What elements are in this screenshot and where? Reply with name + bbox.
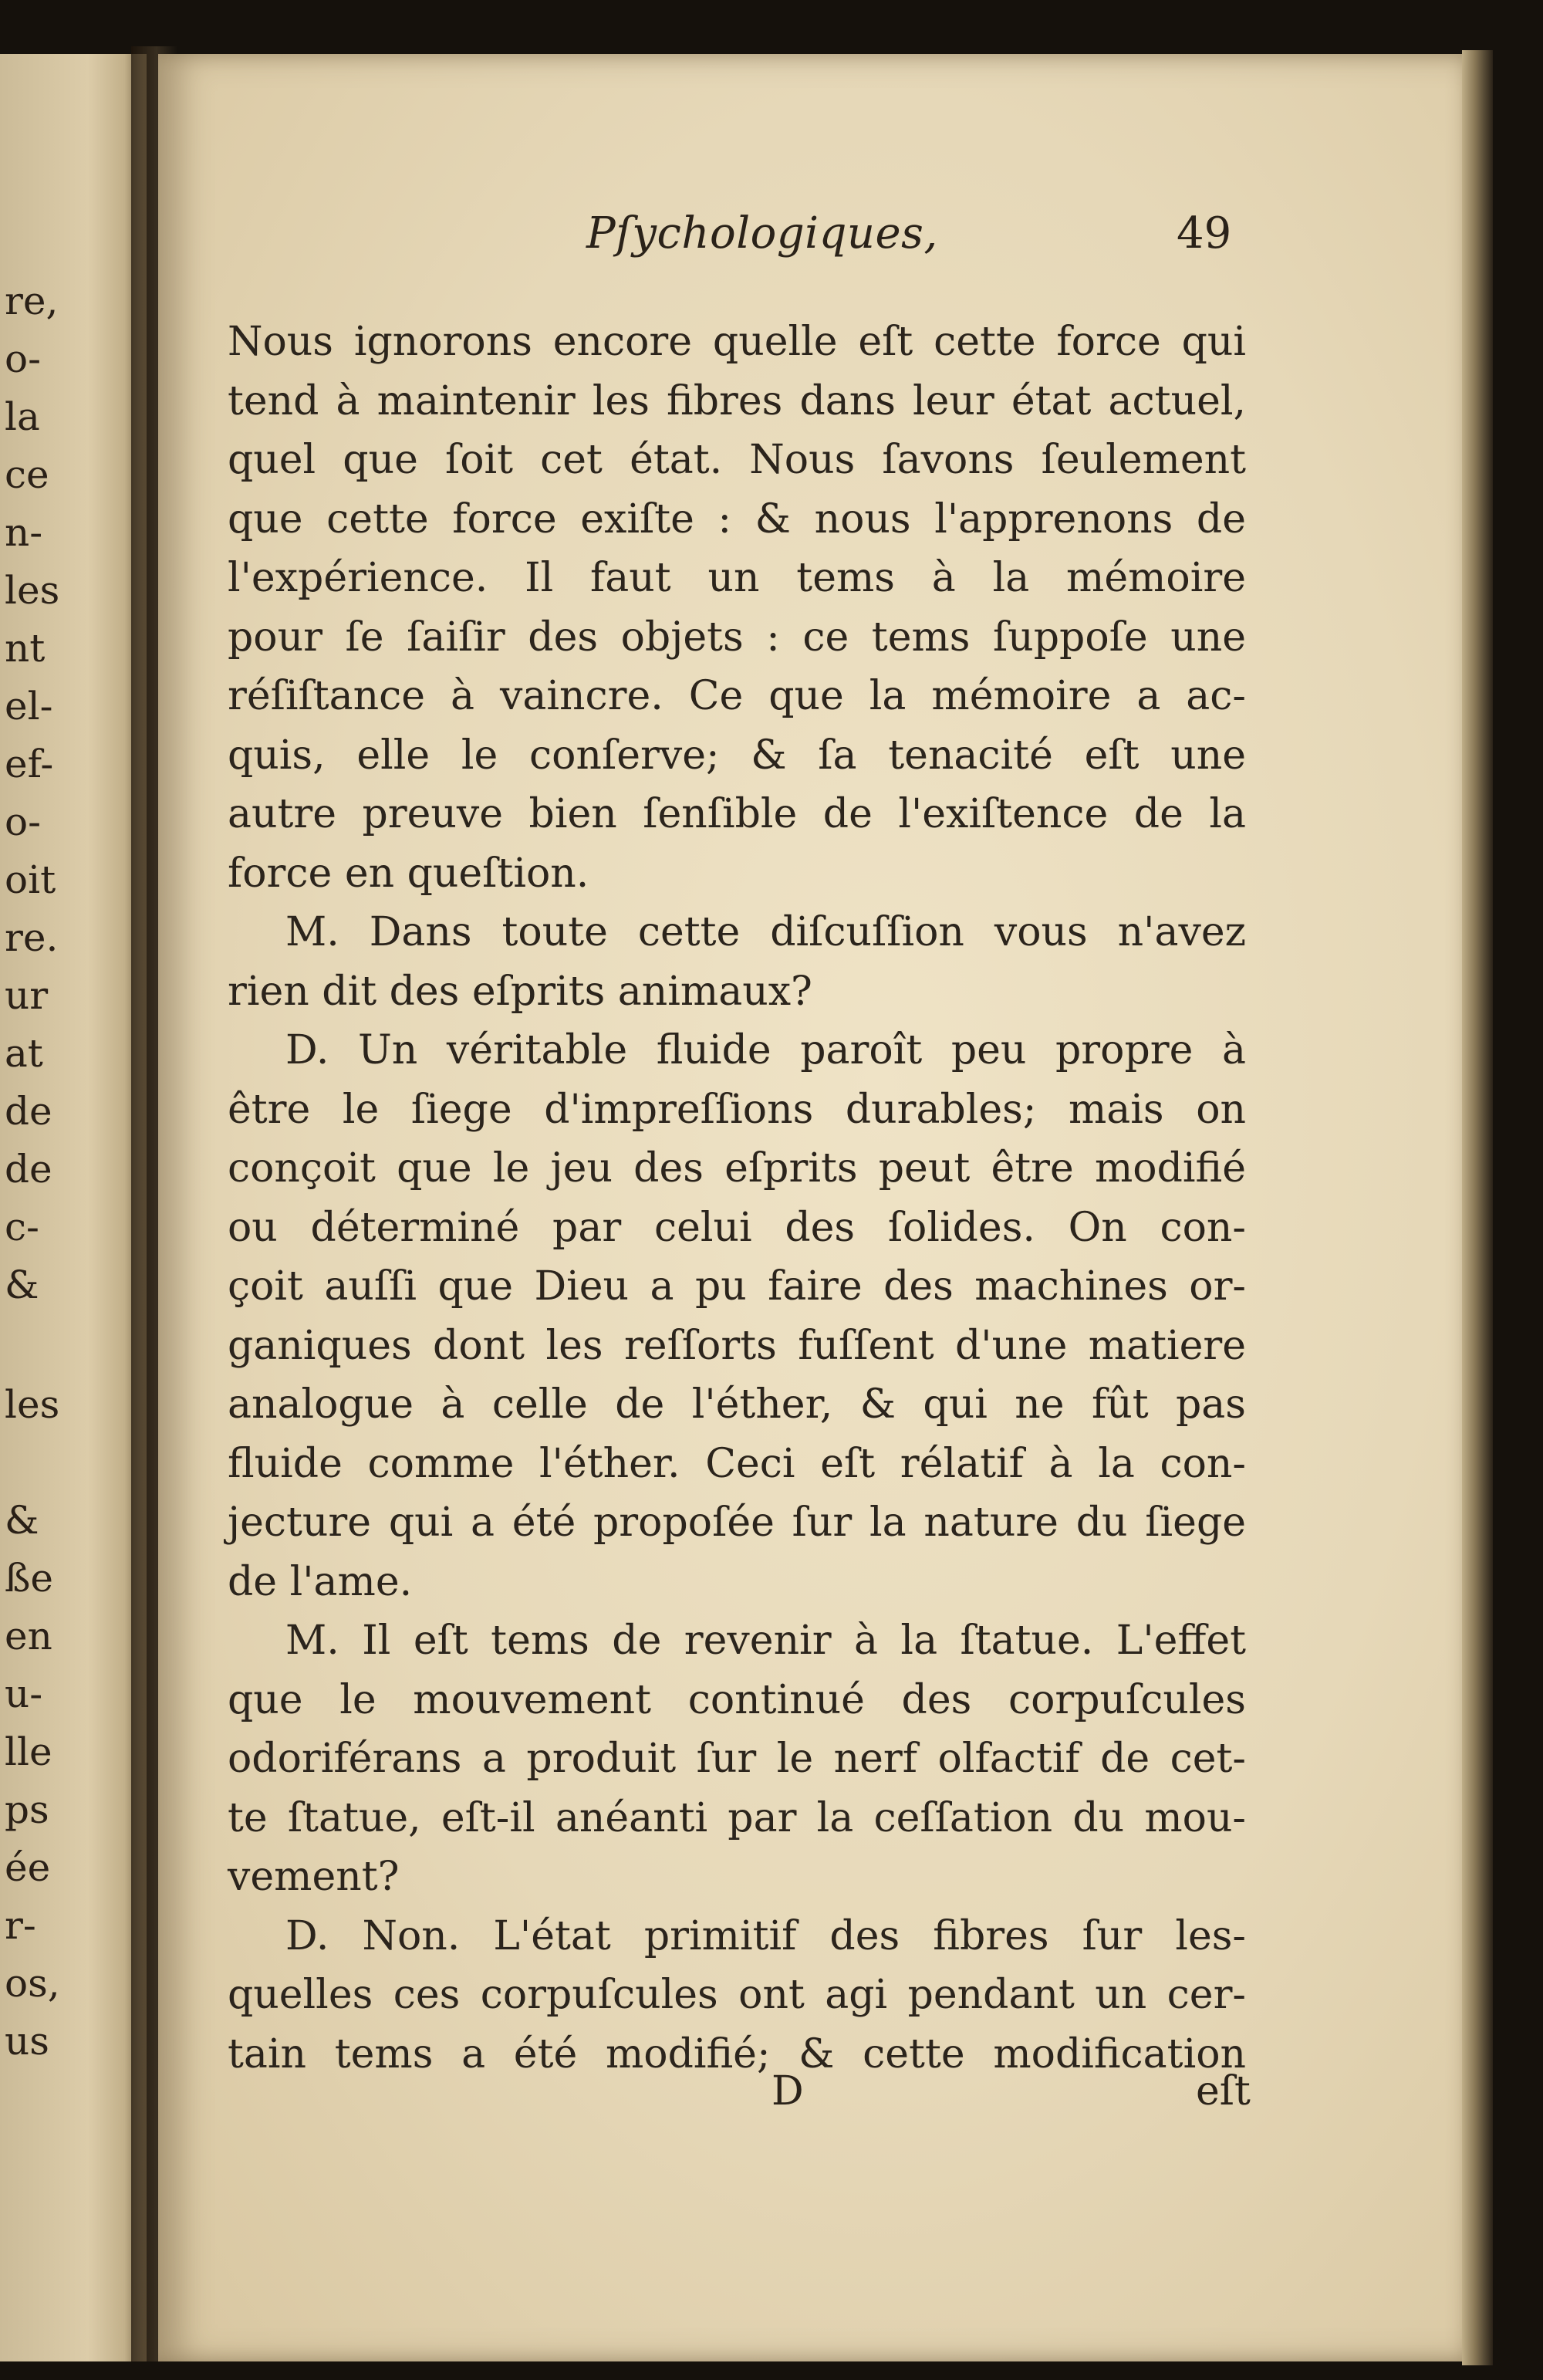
text-line: force en queſtion.: [228, 850, 589, 897]
text-line: quis, elle le conſerve; & ſa tenacité eſt une: [228, 732, 1246, 779]
book-page: [158, 54, 1470, 2361]
facing-page-fragment: &: [5, 1498, 39, 1543]
text-line: que le mouvement continué des corpuſcules: [228, 1676, 1246, 1723]
facing-page-fragment: re,: [5, 279, 59, 323]
facing-page-fragment: n-: [5, 510, 43, 555]
page-footer: [158, 2068, 1470, 2130]
text-line: l'expérience. Il faut un tems à la mémoire: [228, 555, 1246, 601]
text-line: autre preuve bien ſenſible de l'exiſtence de la: [228, 791, 1246, 837]
signature-mark: D: [772, 2068, 804, 2115]
facing-page-fragment: at: [5, 1031, 43, 1076]
text-line: conçoit que le jeu des eſprits peut être modifié: [228, 1145, 1246, 1192]
text-line: M. Il eſt tems de revenir à la ſtatue. L'effet: [285, 1618, 1246, 1664]
page-number: 49: [1177, 208, 1232, 259]
text-line: ganiques dont les reſſorts fuſſent d'une matiere: [228, 1322, 1246, 1369]
text-line: çoit auſſi que Dieu a pu faire des machines or-: [228, 1263, 1246, 1310]
page-body: [228, 313, 1246, 2084]
facing-page-fragment: os,: [5, 1961, 60, 2006]
text-line: pour ſe ſaiſir des objets : ce tems ſuppoſe une: [228, 614, 1246, 661]
facing-page-fragment: lle: [5, 1729, 52, 1774]
text-line: tain tems a été modifié; & cette modification: [228, 2030, 1246, 2077]
facing-page-fragment: u-: [5, 1672, 43, 1716]
facing-page-fragment: &: [5, 1263, 39, 1307]
text-line: ou déterminé par celui des ſolides. On con-: [228, 1204, 1246, 1251]
facing-page-fragment: ée: [5, 1845, 51, 1890]
facing-page-fragment: el-: [5, 684, 53, 729]
text-line: D. Un véritable fluide paroît peu propre à: [285, 1027, 1246, 1073]
text-line: jecture qui a été propoſée ſur la nature du ſiege: [228, 1499, 1246, 1546]
facing-page-fragment: c-: [5, 1205, 39, 1249]
facing-page-edge: [0, 54, 147, 2361]
text-line: te ſtatue, eſt-il anéanti par la ceſſation du mou-: [228, 1794, 1246, 1841]
text-line: que cette force exiſte : & nous l'apprenons de: [228, 495, 1246, 543]
text-line: de l'ame.: [228, 1558, 413, 1605]
running-head: Pſychologiques,: [586, 208, 938, 259]
text-line: D. Non. L'état primitif des fibres ſur les-: [285, 1912, 1246, 1959]
facing-page-fragment: la: [5, 394, 40, 439]
text-line: rien dit des eſprits animaux?: [228, 968, 812, 1015]
text-line: Nous ignorons encore quelle eſt cette force qui: [228, 319, 1246, 365]
facing-page-fragment: re.: [5, 915, 59, 960]
facing-page-fragment: us: [5, 2019, 49, 2064]
text-line: quel que ſoit cet état. Nous ſavons ſeulement: [228, 437, 1246, 483]
facing-page-fragment: oit: [5, 857, 56, 902]
facing-page-fragment: les: [5, 1382, 60, 1427]
facing-page-fragment: o-: [5, 800, 41, 844]
page-edge-shadow: [1462, 50, 1493, 2365]
text-line: réſiſtance à vaincre. Ce que la mémoire a ac-: [228, 673, 1246, 719]
text-line: fluide comme l'éther. Ceci eſt rélatif à la con-: [228, 1440, 1246, 1487]
catchword: eſt: [1196, 2068, 1251, 2115]
facing-page-fragment: ce: [5, 452, 49, 497]
text-line: quelles ces corpuſcules ont agi pendant un cer-: [228, 1972, 1246, 2018]
facing-page-fragment: en: [5, 1614, 52, 1658]
text-line: vement?: [228, 1854, 400, 1900]
text-line: odoriférans a produit ſur le nerf olfactif de cet-: [228, 1736, 1246, 1782]
facing-page-fragment: de: [5, 1089, 52, 1134]
facing-page-fragment: o-: [5, 336, 41, 381]
page-header: [158, 208, 1470, 270]
facing-page-fragment: les: [5, 568, 60, 613]
facing-page-fragment: de: [5, 1147, 52, 1192]
text-line: tend à maintenir les fibres dans leur état actuel,: [228, 377, 1246, 424]
facing-page-fragment: ef-: [5, 742, 54, 786]
facing-page-fragment: ße: [5, 1556, 53, 1601]
facing-page-fragment: nt: [5, 626, 46, 671]
facing-page-fragment: r-: [5, 1903, 36, 1948]
text-line: M. Dans toute cette diſcuſſion vous n'avez: [285, 909, 1246, 955]
facing-page-fragment: ps: [5, 1787, 49, 1832]
text-line: analogue à celle de l'éther, & qui ne fût pas: [228, 1381, 1246, 1428]
facing-page-fragment: ur: [5, 973, 49, 1018]
text-line: être le ſiege d'impreſſions durables; mais on: [228, 1086, 1246, 1133]
